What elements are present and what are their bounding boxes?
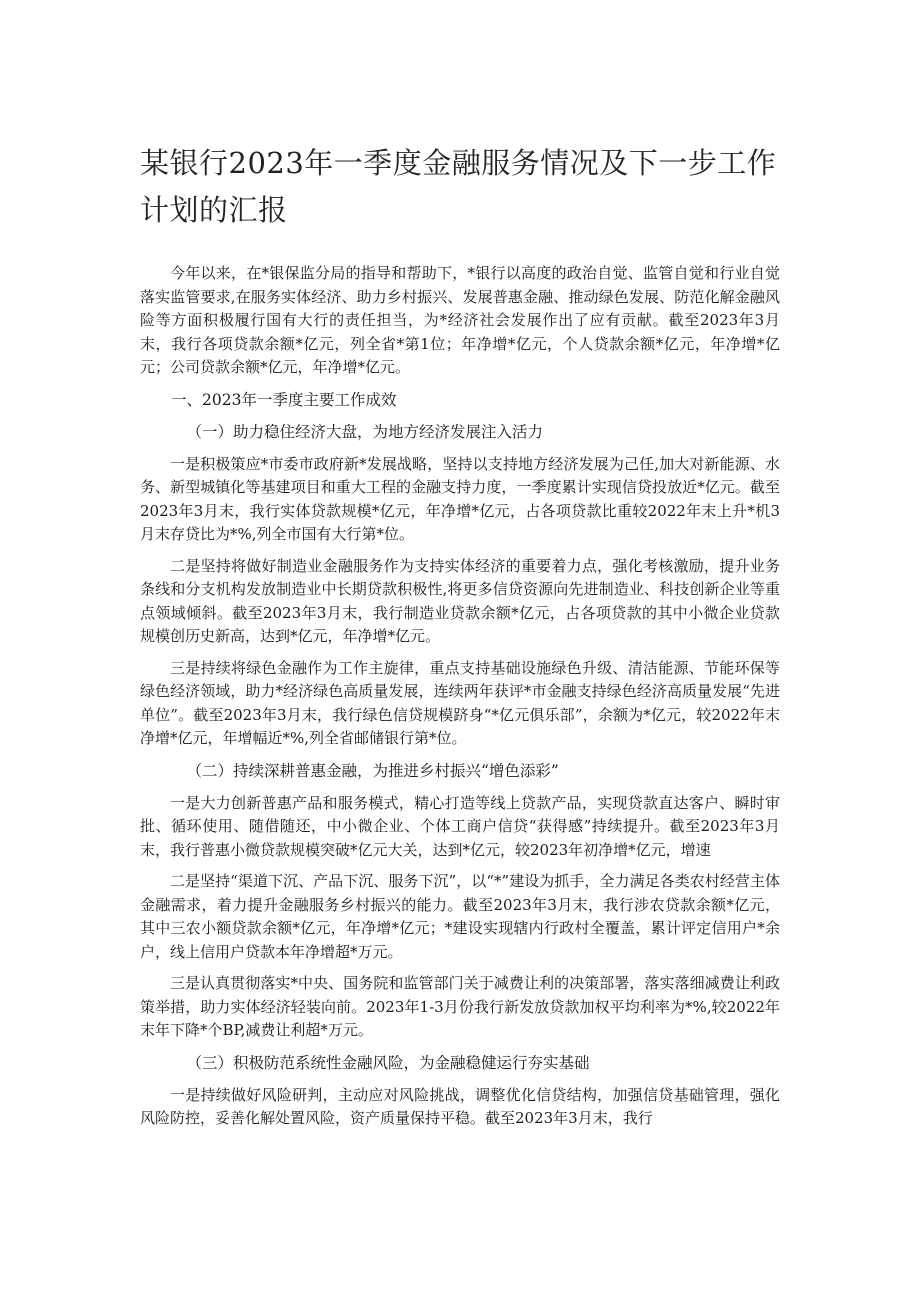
section-heading-1: 一、2023年一季度主要工作成效 <box>171 390 397 409</box>
paragraph: 一是积极策应*市委市政府新*发展战略，坚持以支持地方经济发展为己任,加大对新能源、水务、新型城镇化等基建项目和重大工程的金融支持力度，一季度累计实现信贷投放近*亿元。截至2023年3月末，我行实体贷款规模*亿元，年净增*亿元，占各项贷款比重较2022年末上升*机3月末存贷比为*%,列全市国有大行第*位。 <box>140 454 780 543</box>
document-page <box>140 140 780 1139</box>
paragraph: 三是认真贯彻落实*中央、国务院和监管部门关于减费让利的决策部署，落实落细减费让利政策举措，助力实体经济轻装向前。2023年1-3月份我行新发放贷款加权平均利率为*%,较2022年末年下降*个BP,减费让利超*万元。 <box>140 974 780 1039</box>
subsection-heading-3: （三）积极防范系统性金融风险，为金融稳健运行夯实基础 <box>186 1053 590 1072</box>
subsection-heading-2: （二）持续深耕普惠金融，为推进乡村振兴“增色添彩” <box>186 761 559 780</box>
subsection-heading-1: （一）助力稳住经济大盘，为地方经济发展注入活力 <box>186 422 544 441</box>
paragraph: 二是坚持将做好制造业金融服务作为支持实体经济的重要着力点，强化考核激励，提升业务条线和分支机构发放制造业中长期贷款积极性,将更多信贷资源向先进制造业、科技创新企业等重点领域倾斜。截至2023年3月末，我行制造业贷款余额*亿元，占各项贷款的其中小微企业贷款规模创历史新高，达到*亿元，年净增*亿元。 <box>140 556 780 645</box>
paragraph: 一是持续做好风险研判，主动应对风险挑战，调整优化信贷结构，加强信贷基础管理，强化风险防控，妥善化解处置风险，资产质量保持平稳。截至2023年3月末，我行 <box>140 1085 780 1127</box>
intro-paragraph: 今年以来，在*银保监分局的指导和帮助下，*银行以高度的政治自觉、监管自觉和行业自觉落实监管要求,在服务实体经济、助力乡村振兴、发展普惠金融、推动绿色发展、防范化解金融风险等方面积极履行国有大行的责任担当，为*经济社会发展作出了应有贡献。截至2023年3月末，我行各项贷款余额*亿元，列全省*第1位；年净增*亿元，个人贷款余额*亿元，年净增*亿元；公司贷款余额*亿元，年净增*亿元。 <box>140 264 780 376</box>
paragraph: 三是持续将绿色金融作为工作主旋律，重点支持基础设施绿色升级、清洁能源、节能环保等绿色经济领域，助力*经济绿色高质量发展，连续两年获评*市金融支持绿色经济高质量发展“先进单位”。截至2023年3月末，我行绿色信贷规模跻身“*亿元俱乐部”，余额为*亿元，较2022年末净增*亿元，年增幅近*%,列全省邮储银行第*位。 <box>140 658 780 747</box>
paragraph: 二是坚持“渠道下沉、产品下沉、服务下沉”，以“*”建设为抓手，全力满足各类农村经营主体金融需求，着力提升金融服务乡村振兴的能力。截至2023年3月末，我行涉农贷款余额*亿元，其中三农小额贷款余额*亿元，年净增*亿元；*建设实现辖内行政村全覆盖，累计评定信用户*余户，线上信用户贷款本年净增超*万元。 <box>140 872 780 961</box>
document-title: 某银行2023年一季度金融服务情况及下一步工作计划的汇报 <box>140 146 777 227</box>
paragraph: 一是大力创新普惠产品和服务模式，精心打造等线上贷款产品，实现贷款直达客户、瞬时审批、循环使用、随借随还，中小微企业、个体工商户信贷“获得感”持续提升。截至2023年3月末，我行普惠小微贷款规模突破*亿元大关，达到*亿元，较2023年初净增*亿元，增速 <box>140 793 780 859</box>
